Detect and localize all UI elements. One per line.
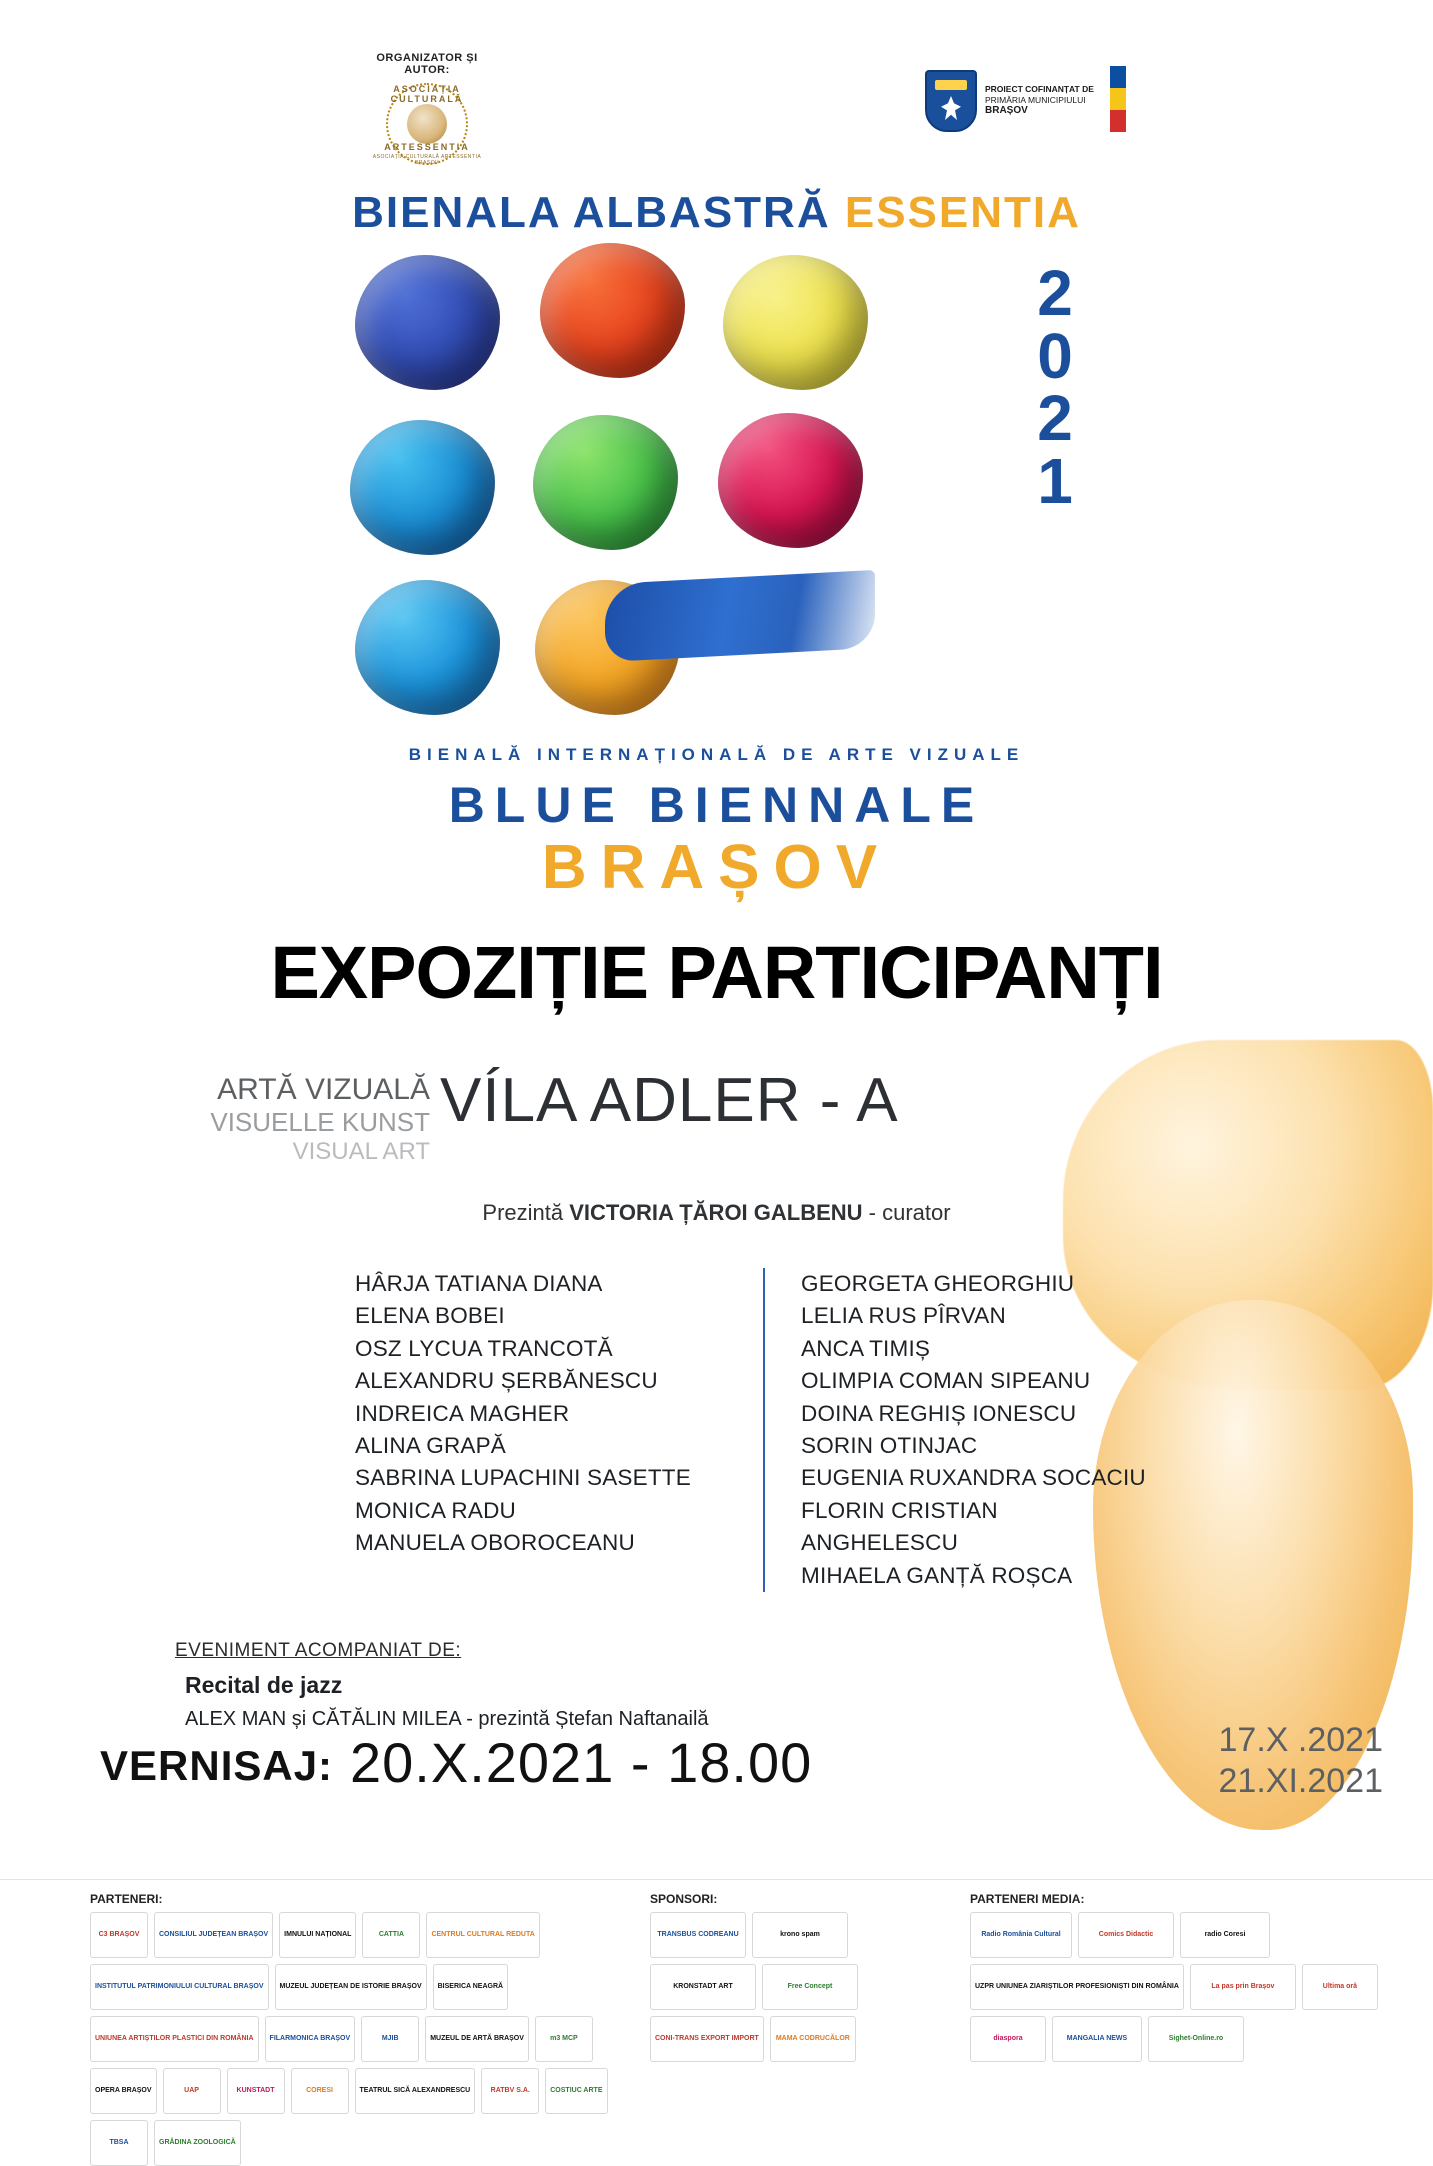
partner-logo: CONSILIUL JUDEȚEAN BRAȘOV (154, 1912, 273, 1958)
partners-group (90, 1892, 620, 2166)
year-digit-1: 0 (1037, 319, 1073, 392)
blob-cyan (350, 420, 495, 555)
vernisaj-datetime: 20.X.2021 - 18.00 (350, 1731, 813, 1794)
media-logo: UZPR UNIUNEA ZIARIȘTILOR PROFESIONIȘTI DIN ROMÂNIA (970, 1964, 1184, 2010)
sponsor-logo: KRONSTADT ART (650, 1964, 756, 2010)
partner-logo: IMNULUI NAȚIONAL (279, 1912, 356, 1958)
organizer-label: ORGANIZATOR ȘI AUTOR: (376, 52, 478, 76)
curator-name: VICTORIA ȚĂROI GALBENU (569, 1200, 863, 1225)
brasov-coat-of-arms-icon (925, 70, 977, 132)
list-item: EUGENIA RUXANDRA SOCACIU (801, 1465, 1146, 1491)
partners-logo-row (90, 1912, 620, 2166)
partner-logo: KUNSTADT (227, 2068, 285, 2114)
blob-orange-red (540, 243, 685, 378)
recital-title: Recital de jazz (185, 1672, 343, 1698)
blob-yellow (723, 255, 868, 390)
list-item: HÂRJA TATIANA DIANA (355, 1271, 603, 1296)
list-item: DOINA REGHIȘ IONESCU (801, 1400, 1077, 1426)
media-logo: MANGALIA NEWS (1052, 2016, 1142, 2062)
artessentia-logo (367, 80, 487, 168)
blue-paint-smear (605, 570, 875, 662)
date-to: 21.XI.2021 (1218, 1762, 1383, 1801)
partner-logo: COSTIUC ARTE (545, 2068, 607, 2114)
sponsor-logo: Free Concept (762, 1964, 858, 2010)
list-item: ALEXANDRU ȘERBĂNESCU (355, 1368, 658, 1394)
curator-suffix: - curator (862, 1200, 951, 1225)
biennale-title (0, 188, 1433, 238)
artessentia-logo-sub: ASOCIAȚIA CULTURALĂ ARTESSENTIA BRAȘOV (372, 154, 482, 166)
media-logo: Comics Didactic (1078, 1912, 1174, 1958)
sponsor-logo: CONI-TRANS EXPORT IMPORT (650, 2016, 764, 2062)
romania-flag-icon (1110, 66, 1126, 132)
city-line-2: PRIMĂRIA MUNICIPIULUI (985, 94, 1086, 105)
partner-logo: OPERA BRAȘOV (90, 2068, 157, 2114)
list-item: MONICA RADU (355, 1497, 516, 1523)
list-item: LELIA RUS PÎRVAN (801, 1303, 1006, 1329)
sponsor-logo: TRANSBUS CODREANU (650, 1912, 746, 1958)
partner-logo: MUZEUL JUDEȚEAN DE ISTORIE BRAȘOV (275, 1964, 427, 2010)
art-labels (150, 1072, 430, 1166)
partner-logo: GRĂDINA ZOOLOGICĂ (154, 2120, 241, 2166)
blue-biennale-title: BLUE BIENNALE (448, 777, 985, 833)
blob-magenta (718, 413, 863, 548)
sponsor-logo: krono spam (752, 1912, 848, 1958)
art-label-ro: ARTĂ VIZUALĂ (217, 1073, 430, 1106)
media-logo: Ultima oră (1302, 1964, 1378, 2010)
sponsors-logo-row (650, 1912, 940, 2062)
list-item: OLIMPIA COMAN SIPEANU (801, 1368, 1091, 1394)
sponsors-group (650, 1892, 940, 2062)
media-logo-row (970, 1912, 1390, 2062)
list-item: INDREICA MAGHER (355, 1400, 570, 1426)
date-from: 17.X .2021 (1218, 1721, 1383, 1759)
curator-line (0, 1200, 1433, 1226)
partner-logo: C3 BRAȘOV (90, 1912, 148, 1958)
list-item: ELENA BOBEI (355, 1303, 505, 1329)
brasov-title: BRAȘOV (541, 833, 892, 902)
media-logo: Sighet-Online.ro (1148, 2016, 1244, 2062)
year-digit-2: 2 (1037, 382, 1073, 455)
partner-logo: FILARMONICA BRAȘOV (265, 2016, 356, 2062)
media-title: PARTENERI MEDIA: (970, 1892, 1085, 1906)
list-item: SABRINA LUPACHINI SASETTE (355, 1465, 691, 1491)
year-digit-3: 1 (1037, 445, 1073, 518)
year-vertical (1010, 257, 1100, 518)
page-title: EXPOZIȚIE PARTICIPANȚI (270, 931, 1163, 1014)
partner-logo: CENTRUL CULTURAL REDUTA (426, 1912, 539, 1958)
media-logo: diaspora (970, 2016, 1046, 2062)
artessentia-logo-bottom: ARTESSENTIA (384, 142, 470, 152)
blob-green (533, 415, 678, 550)
sponsor-logo: MAMA CODRUCĂLOR (770, 2016, 856, 2062)
subtitle-small: BIENALĂ INTERNAȚIONALĂ DE ARTE VIZUALE (408, 745, 1025, 764)
partners-title: PARTENERI: (90, 1892, 163, 1906)
media-logo: La pas prin Brașov (1190, 1964, 1296, 2010)
city-hall-logo (925, 70, 1094, 132)
blob-sky (355, 580, 500, 715)
art-label-de: VISUELLE KUNST (210, 1107, 430, 1138)
partner-logo: m3 MCP (535, 2016, 593, 2062)
media-logo: radio Coresi (1180, 1912, 1270, 1958)
accompanying-event-label: EVENIMENT ACOMPANIAT DE: (175, 1640, 462, 1661)
list-item: MANUELA OBOROCEANU (355, 1530, 635, 1556)
paint-blobs-grid (355, 255, 875, 725)
list-item: GEORGETA GHEORGHIU (801, 1271, 1075, 1296)
partner-logo: TBSA (90, 2120, 148, 2166)
organizer-block (352, 52, 502, 168)
list-item: FLORIN CRISTIAN ANGHELESCU (801, 1497, 998, 1556)
exhibition-dates (1219, 1720, 1383, 1803)
footer-note (72, 1887, 74, 1896)
media-logo: Radio România Cultural (970, 1912, 1072, 1958)
partner-logo: CATTIA (362, 1912, 420, 1958)
list-item: SORIN OTINJAC (801, 1432, 978, 1458)
curator-prefix: Prezintă (482, 1200, 570, 1225)
city-line-3: BRAȘOV (985, 105, 1028, 117)
year-digit-0: 2 (1037, 257, 1073, 329)
sponsors-title: SPONSORI: (650, 1892, 718, 1906)
biennale-title-blue: BIENALA ALBASTRĂ (352, 188, 831, 237)
biennale-title-gold: ESSENTIA (844, 188, 1081, 237)
list-item: OSZ LYCUA TRANCOTĂ (355, 1335, 613, 1361)
art-label-en: VISUAL ART (292, 1138, 430, 1166)
blob-blue-dark (355, 255, 500, 390)
list-item: ALINA GRAPĂ (355, 1432, 507, 1458)
partner-logo: MUZEUL DE ARTĂ BRAȘOV (425, 2016, 529, 2062)
partner-logo: UNIUNEA ARTIȘTILOR PLASTICI DIN ROMÂNIA (90, 2016, 259, 2062)
media-partners-group (970, 1892, 1390, 2062)
city-line-1: PROIECT COFINANȚAT DE (985, 84, 1094, 95)
artists-column-right (763, 1268, 1155, 1592)
artists-column-left (355, 1268, 709, 1592)
partner-logo: UAP (163, 2068, 221, 2114)
venue-name: VÍLA ADLER - A (440, 1066, 899, 1135)
recital-detail: ALEX MAN și CĂTĂLIN MILEA - prezintă Ștefan Naftanailă (185, 1708, 709, 1730)
artessentia-logo-top: ASOCIAȚIA CULTURALĂ (390, 84, 464, 104)
partner-logo: RATBV S.A. (481, 2068, 539, 2114)
list-item: MIHAELA GANȚĂ ROȘCA (801, 1562, 1073, 1588)
partner-logo: INSTITUTUL PATRIMONIULUI CULTURAL BRAȘOV (90, 1964, 269, 2010)
partner-logo: MJIB (361, 2016, 419, 2062)
footer-logos (0, 1879, 1433, 2147)
partner-logo: BISERICA NEAGRĂ (433, 1964, 508, 2010)
vernisaj-label: VERNISAJ: (100, 1742, 334, 1789)
list-item: ANCA TIMIȘ (801, 1335, 931, 1361)
artists-list (355, 1268, 1155, 1592)
partner-logo: CORESI (291, 2068, 349, 2114)
partner-logo: TEATRUL SICĂ ALEXANDRESCU (355, 2068, 476, 2114)
